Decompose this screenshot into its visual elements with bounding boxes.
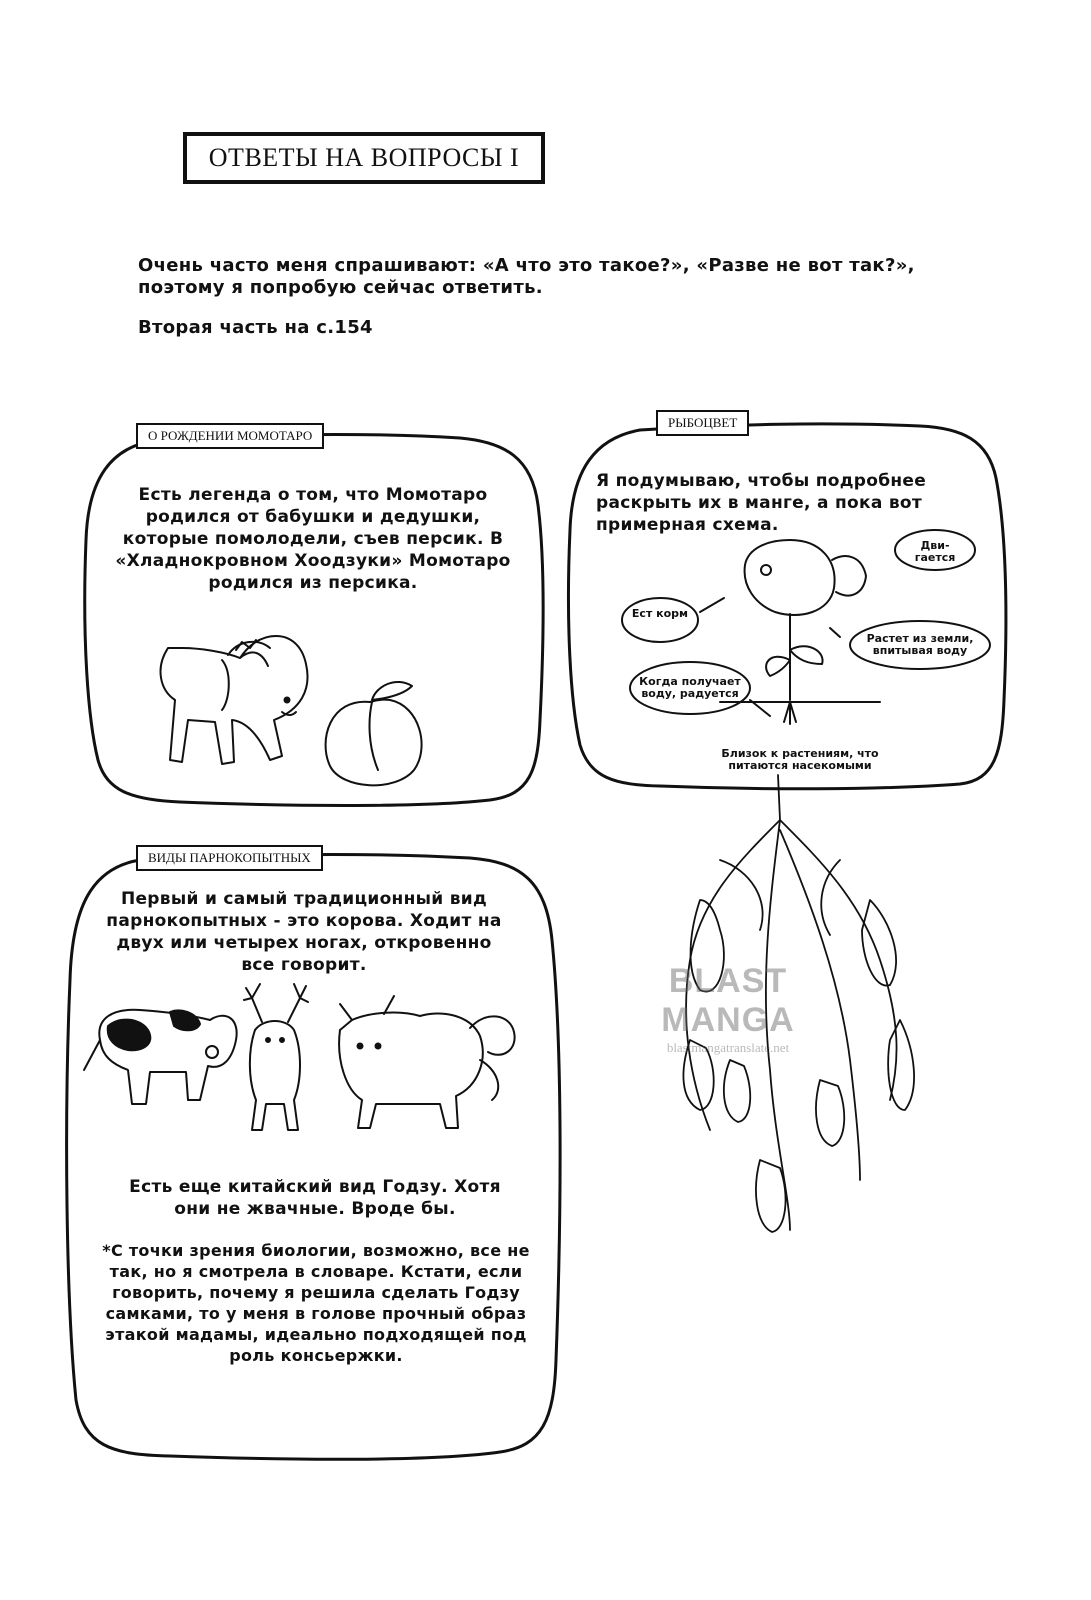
momotaro-text: Есть легенда о том, что Момотаро родился от бабушки и дедушки, которые помолодели, съев персик. В «Хладнокровном Хоодзуки» Момотаро родился из персика. — [115, 485, 511, 593]
gozu-illustration — [339, 996, 515, 1128]
intro-line-1: Очень часто меня спрашивают: «А что это такое?», «Разве не вот так?», — [138, 255, 915, 276]
deer-illustration — [244, 984, 308, 1130]
momotaro-label: О РОЖДЕНИИ МОМОТАРО — [136, 423, 324, 449]
artiodactyls-label: ВИДЫ ПАРНОКОПЫТНЫХ — [136, 845, 323, 871]
watermark-name: BLAST MANGA — [661, 962, 795, 1039]
second-part-note: Вторая часть на с.154 — [138, 317, 373, 338]
watermark-site: blastmangatranslate.net — [666, 1040, 790, 1055]
page-title-text: ОТВЕТЫ НА ВОПРОСЫ I — [208, 143, 520, 172]
intro-line-2: поэтому я попробую сейчас ответить. — [138, 277, 543, 298]
note-moves: Дви-гается — [914, 539, 956, 564]
dog-illustration — [161, 636, 308, 764]
artiodactyls-text2: Есть еще китайский вид Годзу. Хотя они не жвачные. Вроде бы. — [129, 1177, 501, 1219]
note-plant: Близок к растениям, что питаются насекомыми — [721, 747, 879, 772]
note-roots: Растет из земли, впитывая воду — [866, 632, 974, 657]
watermark — [618, 962, 838, 1056]
artiodactyls-text3: *С точки зрения биологии, возможно, все не так, но я смотрела в словаре. Кстати, если говорить, почему я решила сделать Годзу самками, то у меня в голове прочный образ этакой мадамы, идеально подходящей под роль консьержки. — [102, 1241, 530, 1365]
note-eats: Ест корм — [631, 607, 689, 620]
note-happy: Когда получает воду, радуется — [639, 675, 741, 700]
peach-illustration — [326, 682, 422, 785]
artiodactyls-text: Первый и самый традиционный вид парнокопытных - это корова. Ходит на двух или четырех ногах, откровенно все говорит. — [106, 889, 502, 975]
fishflower-label: РЫБОЦВЕТ — [656, 410, 749, 436]
fishflower-text: Я подумываю, чтобы подробнее раскрыть их в манге, а пока вот примерная схема. — [596, 471, 927, 535]
cow-illustration — [84, 1010, 237, 1104]
